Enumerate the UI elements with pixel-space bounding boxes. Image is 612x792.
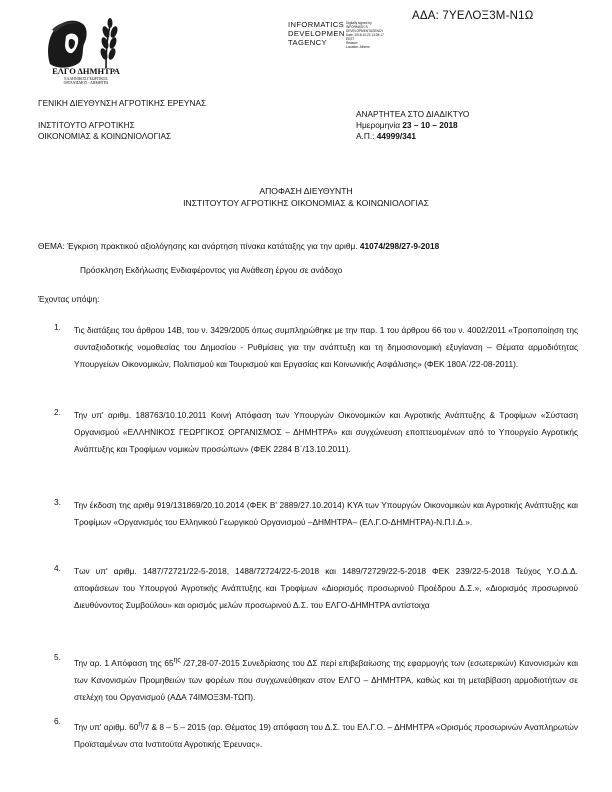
list-item-number: 5. [54,652,61,662]
document-date [356,120,458,131]
date-label: Ημερομηνία [356,120,400,130]
list-item-number: 6. [54,716,61,726]
logo-title: ΕΛΓΟ ΔΗΜΗΤΡΑ [52,66,120,76]
protocol-number [356,131,416,142]
subject-text: Έγκριση πρακτικού αξιολόγησης και ανάρτηση πίνακα κατάταξης για την αριθμ. [67,241,358,251]
list-item-number: 2. [54,407,61,417]
decision-subtitle: ΙΝΣΤΙΤΟΥΤΟΥ ΑΓΡΟΤΙΚΗΣ ΟΙΚΟΝΟΜΙΑΣ & ΚΟΙΝΩΝΙΟΛΟΓΙΑΣ [183,198,429,208]
list-item-number: 4. [54,563,61,573]
subject-line [38,241,576,252]
list-item-text: Την υπ' αριθμ. 188763/10.10.2011 Κοινή Απόφαση των Υπουργών Οικονομικών και Αγροτικής Ανάπτυξης & Τροφίμων «Σύσταση Οργανισμού «ΕΛΛΗΝΙΚΟΣ ΓΕΩΡΓΙΚΟΣ ΟΡΓΑΝΙΣΜΟΣ – ΔΗΜΗΤΡΑ» και συγχώνευση εποπτευομένων από το Υπουργείο Αγροτικής Ανάπτυξης και Τροφίμων νομικών προσώπων» (ΦΕΚ 2284 Β΄/13.10.2011). [74,410,578,454]
having-regard-heading: Έχοντας υπόψη: [38,294,100,304]
list-item-number: 3. [54,497,61,507]
digital-signature-details: Digitally signed by INFORMATICS DEVELOPMENTAGENCY Date: 2018.10.23 13:28:17 EEST Reason: Location: Athens [346,21,384,49]
protocol-value: 44999/341 [376,131,416,141]
list-item-text: Των υπ' αριθμ. 1487/72721/22-5-2018, 1488/72724/22-5-2018 και 1489/72729/22-5-2018 ΦΕΚ 239/22-5-2018 Τεύχος Υ.Ο.Δ.Δ. αποφάσεων του Υπουργού Αγροτικής Ανάπτυξης και Τροφίμων «Διορισμός προσωρινού Προέδρου Δ.Σ.», «Διορισμός προσωρινού Διευθύνοντος Συμβούλου» και ορισμός μελών προσωρινού Δ.Σ. του ΕΛΓΟ-ΔΗΜΗΤΡΑ αντίστοιχα [74,566,578,610]
ada-code: ΑΔΑ: 7ΥΕΛΟΞ3Μ-Ν1Ω [412,10,534,22]
subject-label: ΘΕΜΑ: [38,241,65,251]
signature-heading: INFORMATICS DEVELOPMEN TAGENCY [288,20,345,47]
list-item-text: Την αρ. 1 Απόφαση της $65^{\eta\varsigma}$ /27,28-07-2015 Συνεδρίασης του ΔΣ περί επιβεβαίωσης της εφαρμογής των (εσωτερικών) Κανονισμών και των Κανονισμών Προμηθειών των φορέων που συγχωνεύθηκαν στον ΕΛΓΟ – ΔΗΜΗΤΡΑ, καθώς και τη μεταβίβαση αρμοδιοτήτων σε στελέχη του Οργανισμού (ΑΔΑ 74ΙΜΟΞ3Μ-ΤΩΠ). [74,657,578,702]
subject-line-2: Πρόσκληση Εκδήλωσης Ενδιαφέροντος για Ανάθεση έργου σε ανάδοχο [80,265,343,275]
superscript: η [138,721,143,728]
list-item-text: Την έκδοση της αριθμ 919/131869/20.10.2014 (ΦΕΚ Β' 2889/27.10.2014) ΚΥΑ των Υπουργών Οικονομικών και Αγροτικής Ανάπτυξης και Τροφίμων «Οργανισμός του Ελληνικού Γεωργικού Οργανισμού –ΔΗΜΗΤΡΑ– (ΕΛ.Γ.Ο-ΔΗΜΗΤΡΑ)-Ν.Π.Ι.Δ.». [74,500,578,527]
institute-name-line1: ΙΝΣΤΙΤΟΥΤΟ ΑΓΡΟΤΙΚΗΣ [38,120,135,130]
date-value: 23 – 10 – 2018 [402,120,458,130]
posting-notice: ΑΝΑΡΤΗΤΕΑ ΣΤΟ ΔΙΑΔΙΚΤΥΟ [356,109,470,119]
subject-reference: 41074/298/27-9-2018 [359,241,440,251]
protocol-label: Α.Π.: [356,131,375,141]
superscript: ης [173,657,181,664]
logo-subtitle: ΕΛΛΗΝΙΚΟΣ ΓΕΩΡΓΙΚΟΣ ΟΡΓΑΝΙΣΜΟΣ - ΔΗΜΗΤΡΑ [63,77,109,86]
goddess-head-icon [48,21,87,68]
list-item-number: 1. [54,322,61,332]
list-item-text: Τις διατάξεις του άρθρου 14Β, του ν. 3429/2005 όπως συμπληρώθηκε με την παρ. 1 του άρθρου 66 του ν. 4002/2011 «Τροποποίηση της συνταξιοδοτικής νομοθεσίας του Δημοσίου - Ρυθμίσεις για την ανάπτυξη και τη δημοσιονομική εξυγίανση – Θέματα αρμοδιότητας Υπουργείων Οικονομικών, Πολιτισμού και Τουρισμού και Εργασίας και Κοινωνικής Ασφάλισης» (ΦΕΚ 180Α΄/22-08-2011). [74,325,578,369]
general-directorate: ΓΕΝΙΚΗ ΔΙΕΥΘΥΝΣΗ ΑΓΡΟΤΙΚΗΣ ΕΡΕΥΝΑΣ [38,98,207,108]
list-item-text: Την υπ' αριθμ. $60^\eta/7$ & 8 – 5 – 2015 (αρ. Θέματος 19) απόφαση του Δ.Σ. του ΕΛ.Γ.Ο. – ΔΗΜΗΤΡΑ «Ορισμός προσωρινών Αναπληρωτών Προϊσταμένων στα Ινστιτούτα Αγροτικής Έρευνας». [74,721,578,749]
institute-name-line2: ΟΙΚΟΝΟΜΙΑΣ & ΚΟΙΝΩΝΙΟΛΟΓΙΑΣ [38,131,172,141]
decision-title: ΑΠΟΦΑΣΗ ΔΙΕΥΘΥΝΤΗ [259,186,353,196]
wheat-icon [99,18,119,68]
